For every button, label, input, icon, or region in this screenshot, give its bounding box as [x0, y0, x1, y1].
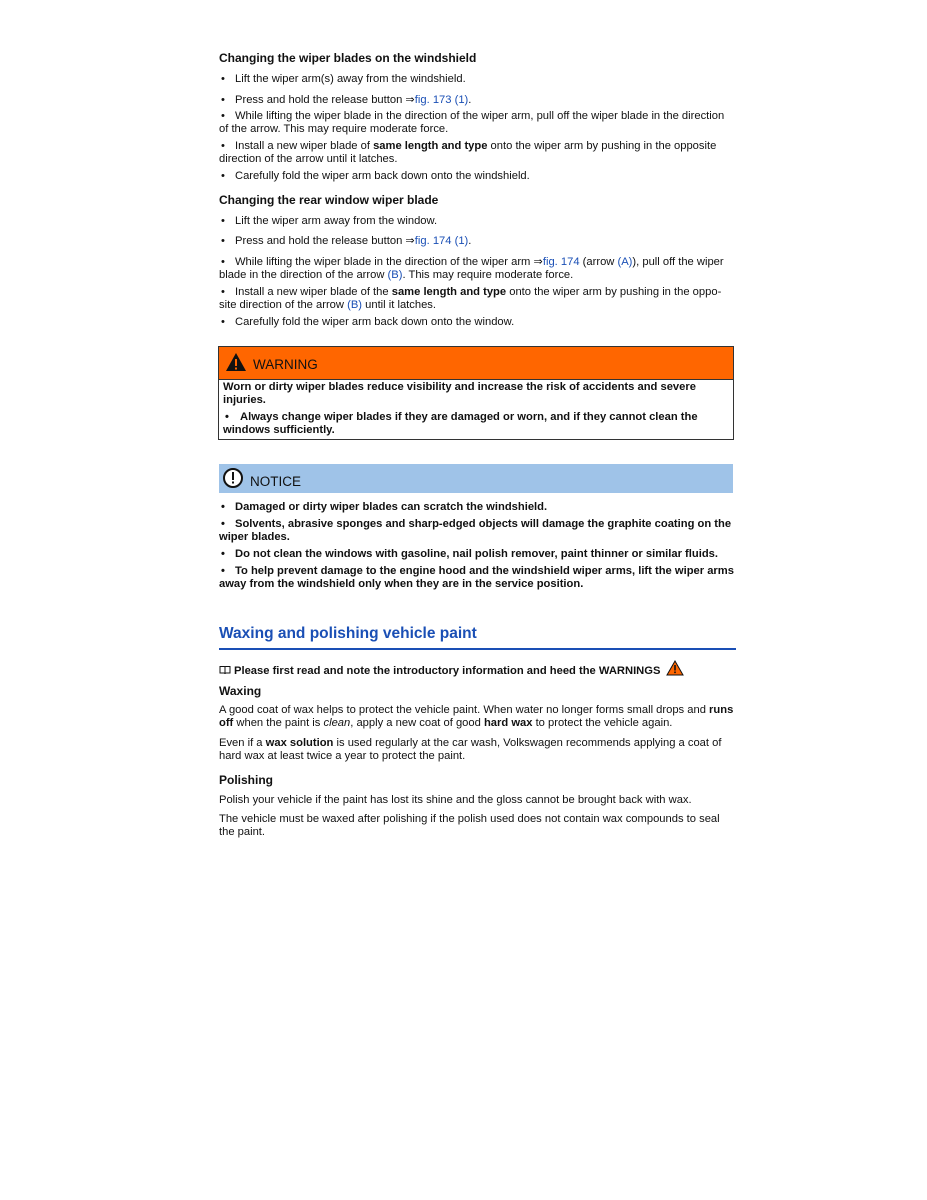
list-item-text: Press and hold the release button ⇒	[235, 94, 415, 106]
notice-exclamation-icon	[222, 467, 244, 489]
list-item	[219, 518, 735, 545]
list-item-text: . This may require moderate force.	[402, 269, 574, 282]
list-item-text: Lift the wiper arm away from the window.	[235, 215, 438, 227]
list-item	[219, 73, 735, 86]
arrow-b-ref: (B)	[347, 299, 363, 312]
list-item	[219, 140, 735, 167]
wax-after-polish-paragraph: The vehicle must be waxed after polishing if the polish used does not contain wax compounds to seal the paint.	[219, 813, 720, 839]
list-item-text: Carefully fold the wiper arm back down onto the windshield.	[235, 170, 530, 182]
list-item	[219, 170, 735, 183]
list-item-text: until it latches.	[362, 299, 437, 312]
bullet-icon: •	[221, 548, 225, 560]
waxing-heading: Waxing	[219, 684, 262, 698]
emphasis: wax solution	[265, 737, 334, 749]
list-item	[219, 94, 735, 107]
bullet-icon: •	[221, 94, 225, 106]
paragraph-text: is used regularly at the car wash, Volkswagen recommends applying a coat of hard wax at least twice a year to protect the paint.	[219, 737, 722, 763]
emphasis: same length and type	[373, 140, 488, 152]
list-item	[219, 501, 735, 514]
bullet-icon: •	[221, 170, 225, 182]
section-title: Waxing and polishing vehicle paint	[219, 627, 736, 650]
list-item-text: While lifting the wiper blade in the direction of the wiper arm ⇒	[235, 256, 543, 268]
intro-text: Please first read and note the introductory information and heed the WARNINGS	[234, 665, 661, 677]
emphasis: hard wax	[483, 717, 533, 730]
waxing-paragraph	[219, 704, 735, 731]
warning-label: WARNING	[253, 357, 318, 372]
warning-item-text: Always change wiper blades if they are damaged or worn, and if they cannot clean the windows sufficiently.	[223, 411, 698, 437]
italic-emphasis: clean	[323, 717, 351, 730]
list-item	[219, 316, 735, 329]
bullet-icon: •	[225, 411, 229, 423]
bullet-icon: •	[221, 215, 225, 227]
warning-text: Worn or dirty wiper blades reduce visibility and increase the risk of accidents and severe injuries.	[223, 381, 696, 407]
rear-heading: Changing the rear window wiper blade	[219, 193, 439, 207]
list-item	[219, 286, 735, 313]
warning-box	[218, 346, 734, 440]
list-item	[219, 548, 735, 561]
wax-solution-paragraph	[219, 737, 735, 764]
intro-line	[219, 660, 735, 678]
list-item	[219, 235, 735, 248]
bullet-icon: •	[221, 73, 225, 85]
list-item	[219, 256, 735, 283]
bullet-icon: •	[221, 518, 225, 530]
notice-item-text: Do not clean the windows with gasoline, nail polish remover, paint thinner or similar fluids.	[235, 548, 718, 560]
polishing-paragraph: Polish your vehicle if the paint has lost its shine and the gloss cannot be brought back with wax.	[219, 794, 692, 806]
bullet-icon: •	[221, 140, 225, 152]
emphasis: same length and type	[391, 286, 507, 298]
list-item-text: ), pull off the wiper blade in the direction of the arrow	[219, 256, 724, 282]
fig-174-link[interactable]: fig. 174	[542, 256, 580, 268]
paragraph-text: Even if a	[219, 737, 266, 749]
polishing-heading: Polishing	[219, 773, 273, 787]
list-item-text: onto the wiper arm by pushing in the opposite direction of the arrow until it latches.	[219, 140, 717, 166]
bullet-icon: •	[221, 316, 225, 328]
list-item-text: .	[468, 235, 472, 247]
bullet-icon: •	[221, 501, 225, 513]
notice-header	[219, 464, 733, 493]
list-item-text: Lift the wiper arm(s) away from the windshield.	[235, 73, 466, 85]
fig-173-link[interactable]: fig. 173 (1)	[414, 94, 469, 106]
arrow-b-ref: (B)	[387, 269, 403, 282]
warning-triangle-icon	[225, 352, 247, 372]
bullet-icon: •	[221, 235, 225, 247]
list-item-text: Carefully fold the wiper arm back down onto the window.	[235, 316, 515, 328]
list-item-text: onto the wiper arm by pushing in the oppo-site direction of the arrow	[219, 286, 722, 312]
windshield-heading: Changing the wiper blades on the windshield	[219, 51, 477, 65]
list-item-text: .	[468, 94, 472, 106]
paragraph-text: to protect the vehicle again.	[532, 717, 673, 730]
warning-item	[223, 411, 729, 438]
list-item	[219, 215, 735, 228]
book-icon	[219, 665, 231, 675]
warning-triangle-icon	[666, 660, 684, 676]
emphasis: runs off	[219, 704, 734, 730]
paragraph-text: , apply a new coat of good	[350, 717, 484, 730]
notice-label: NOTICE	[250, 474, 302, 489]
paragraph-text: when the paint is	[233, 717, 324, 730]
list-item	[219, 110, 735, 137]
bullet-icon: •	[221, 565, 225, 577]
notice-item-text: To help prevent damage to the engine hood and the windshield wiper arms, lift the wiper arms away from the windshield only when they are in the service position.	[219, 565, 734, 591]
paragraph-text: A good coat of wax helps to protect the vehicle paint. When water no longer forms small drops and	[219, 704, 710, 716]
bullet-icon: •	[221, 256, 225, 268]
notice-item-text: Solvents, abrasive sponges and sharp-edged objects will damage the graphite coating on the wiper blades.	[219, 518, 732, 544]
list-item-text: Install a new wiper blade of the	[235, 286, 392, 298]
arrow-a-ref: (A)	[617, 256, 633, 268]
warning-header	[219, 347, 733, 380]
list-item-text: (arrow	[579, 256, 618, 268]
list-item	[219, 565, 735, 592]
list-item-text: While lifting the wiper blade in the direction of the wiper arm, pull off the wiper blade in the direction of the arrow. This may require moderate force.	[219, 110, 725, 136]
bullet-icon: •	[221, 286, 225, 298]
list-item-text: Install a new wiper blade of	[235, 140, 374, 152]
list-item-text: Press and hold the release button ⇒	[235, 235, 415, 247]
notice-item-text: Damaged or dirty wiper blades can scratch the windshield.	[235, 501, 548, 513]
bullet-icon: •	[221, 110, 225, 122]
fig-174-link[interactable]: fig. 174 (1)	[414, 235, 469, 247]
